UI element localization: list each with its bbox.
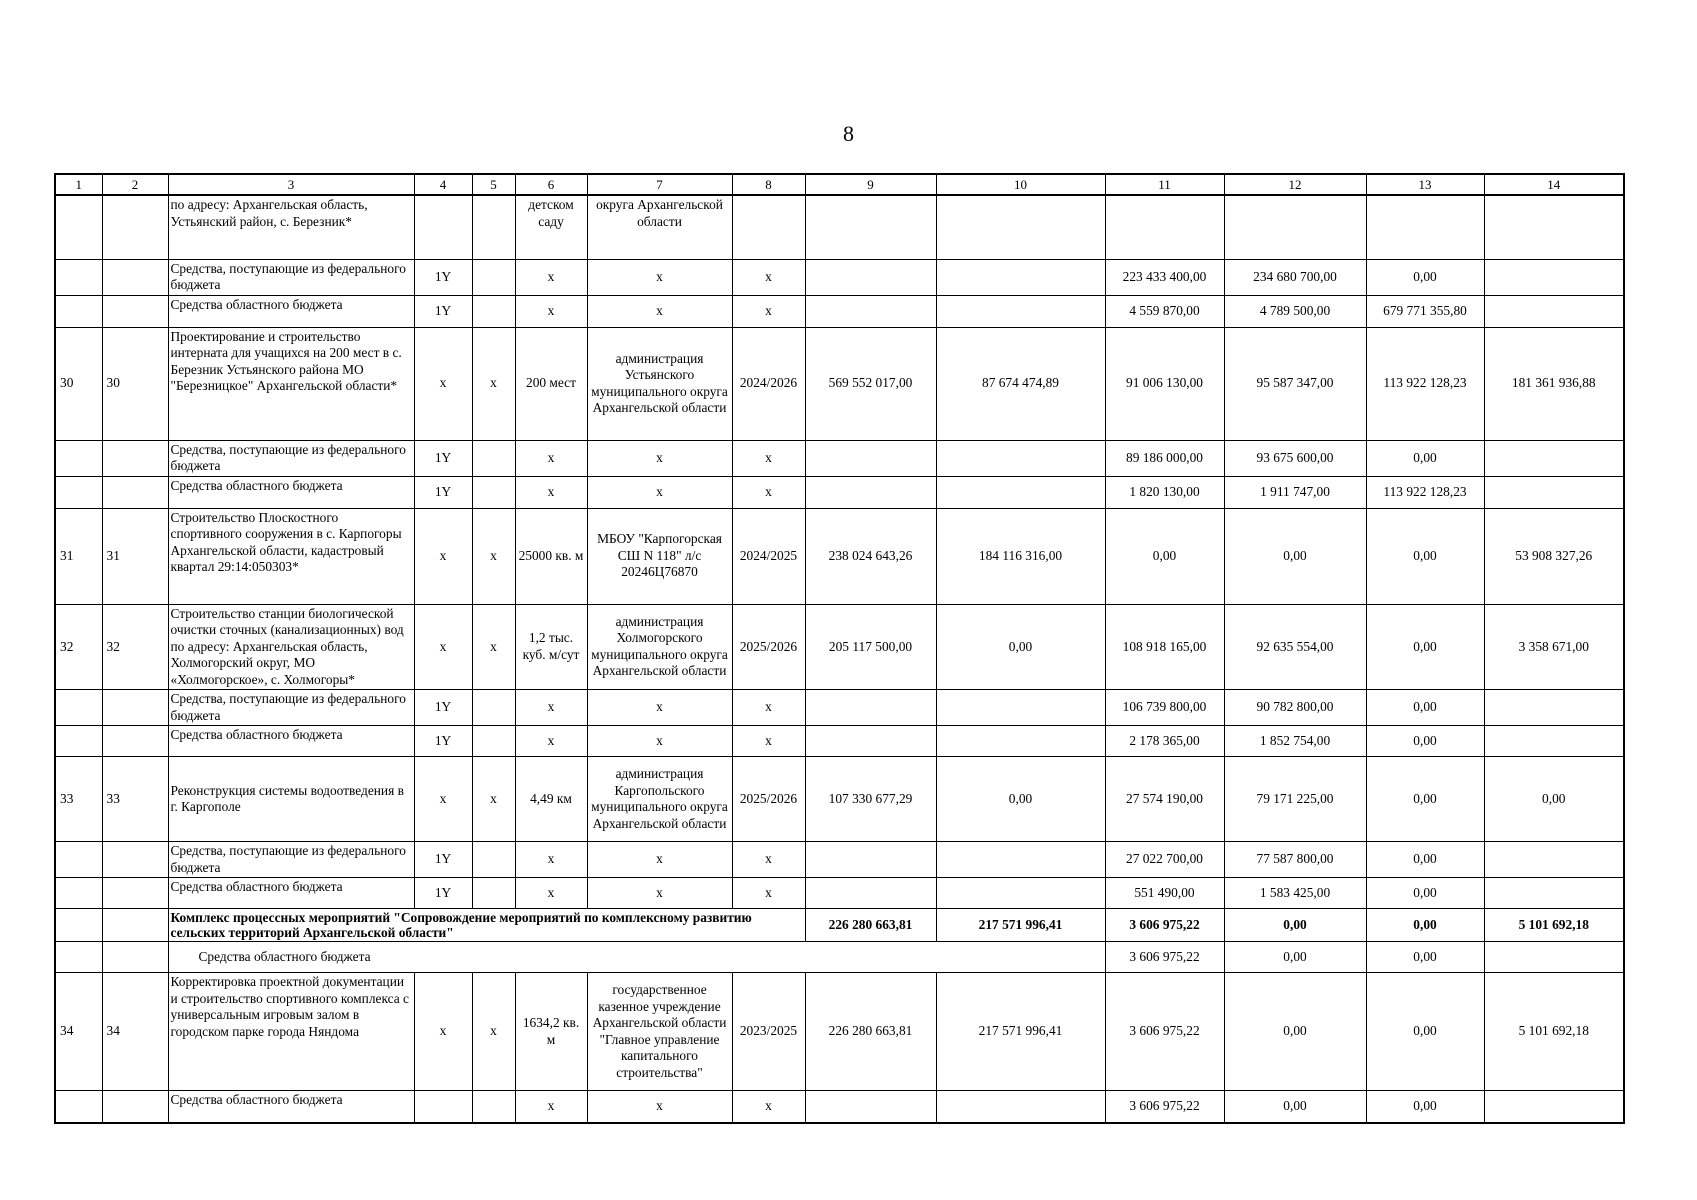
object-name: Строительство Плоскостного спортивного сооружения в с. Карпогоры Архангельской области, кадастровый квартал 29:14:050303*	[168, 508, 414, 604]
cell-col4: x	[414, 327, 472, 440]
customer: x	[587, 726, 732, 757]
cell-col10: 217 571 996,41	[936, 973, 1105, 1091]
table-row	[55, 476, 1624, 508]
funding-source: Средства, поступающие из федерального бюджета	[168, 440, 414, 476]
cell-col12: 77 587 800,00	[1224, 842, 1366, 878]
column-header: 13	[1366, 174, 1484, 195]
column-header: 14	[1484, 174, 1624, 195]
row-code	[102, 1091, 168, 1123]
column-header: 1	[55, 174, 102, 195]
period	[732, 195, 805, 259]
row-code	[102, 690, 168, 726]
column-header: 5	[472, 174, 515, 195]
cell-col14	[1484, 195, 1624, 259]
cell-col10: 184 116 316,00	[936, 508, 1105, 604]
cell-col4: 1Y	[414, 726, 472, 757]
capacity: 4,49 км	[515, 757, 587, 842]
cell-col10	[936, 1091, 1105, 1123]
cell-col13: 0,00	[1366, 757, 1484, 842]
capacity: x	[515, 690, 587, 726]
table-row	[55, 259, 1624, 295]
funding-source: Средства областного бюджета	[168, 942, 1105, 973]
cell-col4	[414, 195, 472, 259]
cell-col12: 0,00	[1224, 942, 1366, 973]
cell-col13: 0,00	[1366, 690, 1484, 726]
row-code: 34	[102, 973, 168, 1091]
cell-col12	[1224, 195, 1366, 259]
cell-col4: 1Y	[414, 690, 472, 726]
cell-col4: x	[414, 973, 472, 1091]
cell-col5	[472, 195, 515, 259]
cell-col11: 27 574 190,00	[1105, 757, 1224, 842]
row-number	[55, 942, 102, 973]
period: x	[732, 259, 805, 295]
cell-col12: 234 680 700,00	[1224, 259, 1366, 295]
cell-col11	[1105, 195, 1224, 259]
customer: округа Архангельской области	[587, 195, 732, 259]
cell-col12: 4 789 500,00	[1224, 295, 1366, 327]
row-code: 30	[102, 327, 168, 440]
column-header: 4	[414, 174, 472, 195]
cell-col14	[1484, 1091, 1624, 1123]
cell-col10	[936, 295, 1105, 327]
table-row	[55, 842, 1624, 878]
table-row	[55, 327, 1624, 440]
row-number	[55, 1091, 102, 1123]
cell-col14: 5 101 692,18	[1484, 973, 1624, 1091]
total-cost: 238 024 643,26	[805, 508, 936, 604]
total-cost: 226 280 663,81	[805, 909, 936, 942]
row-code: 32	[102, 604, 168, 690]
total-cost: 569 552 017,00	[805, 327, 936, 440]
row-number: 32	[55, 604, 102, 690]
capacity: x	[515, 440, 587, 476]
cell-col12: 1 852 754,00	[1224, 726, 1366, 757]
cell-col4	[414, 1091, 472, 1123]
column-header: 6	[515, 174, 587, 195]
capacity: x	[515, 842, 587, 878]
funding-source: Средства областного бюджета	[168, 878, 414, 909]
capacity: x	[515, 726, 587, 757]
row-code	[102, 195, 168, 259]
capacity: x	[515, 878, 587, 909]
cell-col12: 0,00	[1224, 1091, 1366, 1123]
cell-col13: 0,00	[1366, 1091, 1484, 1123]
cell-col10	[936, 195, 1105, 259]
row-code	[102, 942, 168, 973]
row-number	[55, 259, 102, 295]
cell-col10	[936, 842, 1105, 878]
cell-col5	[472, 690, 515, 726]
funding-source: Средства областного бюджета	[168, 476, 414, 508]
period: 2025/2026	[732, 604, 805, 690]
cell-col11: 0,00	[1105, 508, 1224, 604]
cell-col11: 223 433 400,00	[1105, 259, 1224, 295]
row-code	[102, 842, 168, 878]
row-code	[102, 259, 168, 295]
total-cost	[805, 1091, 936, 1123]
cell-col13	[1366, 195, 1484, 259]
cell-col12: 90 782 800,00	[1224, 690, 1366, 726]
row-code	[102, 476, 168, 508]
customer: x	[587, 842, 732, 878]
total-cost	[805, 259, 936, 295]
table-row	[55, 1091, 1624, 1123]
total-cost: 205 117 500,00	[805, 604, 936, 690]
table-row	[55, 440, 1624, 476]
period: 2024/2026	[732, 327, 805, 440]
capacity: x	[515, 295, 587, 327]
cell-col10	[936, 690, 1105, 726]
table-row	[55, 195, 1624, 259]
cell-col5: x	[472, 757, 515, 842]
cell-col12: 0,00	[1224, 508, 1366, 604]
cell-col5	[472, 878, 515, 909]
row-number	[55, 195, 102, 259]
cell-col12: 1 911 747,00	[1224, 476, 1366, 508]
total-cost	[805, 690, 936, 726]
cell-col13: 0,00	[1366, 440, 1484, 476]
customer: x	[587, 690, 732, 726]
cell-col13: 0,00	[1366, 878, 1484, 909]
column-header: 7	[587, 174, 732, 195]
row-number	[55, 909, 102, 942]
cell-col14	[1484, 726, 1624, 757]
cell-col10: 0,00	[936, 757, 1105, 842]
cell-col4: 1Y	[414, 878, 472, 909]
object-name: Проектирование и строительство интерната для учащихся на 200 мест в с. Березник Устьянского района МО "Березницкое" Архангельской области*	[168, 327, 414, 440]
table-row	[55, 973, 1624, 1091]
row-code	[102, 295, 168, 327]
cell-col11: 91 006 130,00	[1105, 327, 1224, 440]
capacity: x	[515, 476, 587, 508]
row-number	[55, 878, 102, 909]
cell-col12: 95 587 347,00	[1224, 327, 1366, 440]
customer: x	[587, 1091, 732, 1123]
capacity: 1634,2 кв. м	[515, 973, 587, 1091]
cell-col4: 1Y	[414, 440, 472, 476]
cell-col5	[472, 842, 515, 878]
customer: x	[587, 440, 732, 476]
row-number: 33	[55, 757, 102, 842]
total-cost	[805, 726, 936, 757]
cell-col14: 5 101 692,18	[1484, 909, 1624, 942]
customer: x	[587, 476, 732, 508]
funding-source: Средства, поступающие из федерального бюджета	[168, 259, 414, 295]
total-cost: 226 280 663,81	[805, 973, 936, 1091]
table-row	[55, 726, 1624, 757]
row-number	[55, 690, 102, 726]
table-row	[55, 508, 1624, 604]
row-code	[102, 726, 168, 757]
cell-col4: x	[414, 604, 472, 690]
cell-col10: 217 571 996,41	[936, 909, 1105, 942]
row-code: 31	[102, 508, 168, 604]
cell-col5	[472, 476, 515, 508]
object-name: Реконструкция системы водоотведения в г. Каргополе	[168, 757, 414, 842]
table-header-row	[55, 174, 1624, 195]
total-cost	[805, 195, 936, 259]
cell-col12: 1 583 425,00	[1224, 878, 1366, 909]
customer: МБОУ "Карпогорская СШ N 118" л/с 20246Ц76870	[587, 508, 732, 604]
table-row	[55, 690, 1624, 726]
period: x	[732, 690, 805, 726]
cell-col11: 551 490,00	[1105, 878, 1224, 909]
period: x	[732, 476, 805, 508]
table-row	[55, 757, 1624, 842]
cell-col4: x	[414, 508, 472, 604]
period: x	[732, 295, 805, 327]
total-cost	[805, 878, 936, 909]
section-title: Комплекс процессных мероприятий "Сопровождение мероприятий по комплексному развитию сельских территорий Архангельской области"	[168, 909, 805, 942]
customer: x	[587, 295, 732, 327]
customer: x	[587, 878, 732, 909]
row-number	[55, 842, 102, 878]
column-header: 9	[805, 174, 936, 195]
column-header: 8	[732, 174, 805, 195]
period: 2023/2025	[732, 973, 805, 1091]
cell-col10	[936, 440, 1105, 476]
section-total-row	[55, 909, 1624, 942]
cell-col10	[936, 259, 1105, 295]
cell-col11: 3 606 975,22	[1105, 1091, 1224, 1123]
customer: государственное казенное учреждение Архангельской области "Главное управление капитального строительства"	[587, 973, 732, 1091]
object-name: Корректировка проектной документации и строительство спортивного комплекса с универсальным игровым залом в городском парке города Няндома	[168, 973, 414, 1091]
cell-col10: 0,00	[936, 604, 1105, 690]
cell-col12: 0,00	[1224, 909, 1366, 942]
cell-col14	[1484, 440, 1624, 476]
cell-col5: x	[472, 508, 515, 604]
table-row	[55, 604, 1624, 690]
row-number: 34	[55, 973, 102, 1091]
period: x	[732, 726, 805, 757]
cell-col5	[472, 726, 515, 757]
capacity: x	[515, 259, 587, 295]
column-header: 10	[936, 174, 1105, 195]
cell-col14	[1484, 690, 1624, 726]
cell-col4: x	[414, 757, 472, 842]
row-code	[102, 440, 168, 476]
cell-col13: 0,00	[1366, 604, 1484, 690]
funding-source: Средства областного бюджета	[168, 295, 414, 327]
column-header: 2	[102, 174, 168, 195]
row-number	[55, 440, 102, 476]
row-number	[55, 476, 102, 508]
capacity: 1,2 тыс. куб. м/сут	[515, 604, 587, 690]
cell-col14: 53 908 327,26	[1484, 508, 1624, 604]
customer: x	[587, 259, 732, 295]
cell-col4: 1Y	[414, 295, 472, 327]
cell-col10: 87 674 474,89	[936, 327, 1105, 440]
cell-col12: 0,00	[1224, 973, 1366, 1091]
period: 2025/2026	[732, 757, 805, 842]
cell-col13: 0,00	[1366, 726, 1484, 757]
capacity: детском саду	[515, 195, 587, 259]
cell-col11: 3 606 975,22	[1105, 973, 1224, 1091]
cell-col14	[1484, 942, 1624, 973]
funding-source: Средства, поступающие из федерального бюджета	[168, 842, 414, 878]
cell-col14: 181 361 936,88	[1484, 327, 1624, 440]
cell-col10	[936, 726, 1105, 757]
total-cost	[805, 295, 936, 327]
cell-col14	[1484, 295, 1624, 327]
cell-col4: 1Y	[414, 476, 472, 508]
cell-col12: 92 635 554,00	[1224, 604, 1366, 690]
customer: администрация Каргопольского муниципального округа Архангельской области	[587, 757, 732, 842]
cell-col13: 0,00	[1366, 259, 1484, 295]
cell-col13: 113 922 128,23	[1366, 327, 1484, 440]
cell-col4: 1Y	[414, 842, 472, 878]
customer: администрация Устьянского муниципального округа Архангельской области	[587, 327, 732, 440]
cell-col5	[472, 440, 515, 476]
capacity: x	[515, 1091, 587, 1123]
cell-col13: 0,00	[1366, 942, 1484, 973]
period: x	[732, 878, 805, 909]
cell-col11: 27 022 700,00	[1105, 842, 1224, 878]
cell-col5	[472, 295, 515, 327]
cell-col13: 679 771 355,80	[1366, 295, 1484, 327]
cell-col13: 113 922 128,23	[1366, 476, 1484, 508]
row-code	[102, 909, 168, 942]
period: x	[732, 440, 805, 476]
cell-col11: 106 739 800,00	[1105, 690, 1224, 726]
customer: администрация Холмогорского муниципального округа Архангельской области	[587, 604, 732, 690]
cell-col13: 0,00	[1366, 842, 1484, 878]
table-row	[55, 295, 1624, 327]
column-header: 12	[1224, 174, 1366, 195]
cell-col13: 0,00	[1366, 973, 1484, 1091]
cell-col11: 2 178 365,00	[1105, 726, 1224, 757]
object-name: Строительство станции биологической очистки сточных (канализационных) вод по адресу: Архангельская область, Холмогорский округ, МО «Холмогорское», с. Холмогоры*	[168, 604, 414, 690]
funding-source: Средства областного бюджета	[168, 1091, 414, 1123]
cell-col14	[1484, 259, 1624, 295]
funding-source: Средства, поступающие из федерального бюджета	[168, 690, 414, 726]
page-number: 8	[843, 121, 854, 146]
column-header: 11	[1105, 174, 1224, 195]
budget-table	[54, 173, 1625, 1124]
row-number: 31	[55, 508, 102, 604]
cell-col5: x	[472, 604, 515, 690]
cell-col11: 89 186 000,00	[1105, 440, 1224, 476]
cell-col5: x	[472, 327, 515, 440]
object-name: по адресу: Архангельская область, Устьянский район, с. Березник*	[168, 195, 414, 259]
total-cost	[805, 440, 936, 476]
cell-col14: 0,00	[1484, 757, 1624, 842]
cell-col14	[1484, 842, 1624, 878]
cell-col5	[472, 259, 515, 295]
cell-col11: 108 918 165,00	[1105, 604, 1224, 690]
total-cost	[805, 476, 936, 508]
cell-col14: 3 358 671,00	[1484, 604, 1624, 690]
cell-col10	[936, 878, 1105, 909]
row-code: 33	[102, 757, 168, 842]
cell-col11: 4 559 870,00	[1105, 295, 1224, 327]
cell-col4: 1Y	[414, 259, 472, 295]
row-number: 30	[55, 327, 102, 440]
capacity: 200 мест	[515, 327, 587, 440]
row-number	[55, 726, 102, 757]
column-header: 3	[168, 174, 414, 195]
cell-col12: 79 171 225,00	[1224, 757, 1366, 842]
total-cost: 107 330 677,29	[805, 757, 936, 842]
capacity: 25000 кв. м	[515, 508, 587, 604]
period: x	[732, 1091, 805, 1123]
cell-col13: 0,00	[1366, 508, 1484, 604]
cell-col11: 3 606 975,22	[1105, 909, 1224, 942]
period: 2024/2025	[732, 508, 805, 604]
total-cost	[805, 842, 936, 878]
period: x	[732, 842, 805, 878]
cell-col5	[472, 1091, 515, 1123]
cell-col14	[1484, 476, 1624, 508]
cell-col13: 0,00	[1366, 909, 1484, 942]
cell-col12: 93 675 600,00	[1224, 440, 1366, 476]
cell-col14	[1484, 878, 1624, 909]
cell-col11: 1 820 130,00	[1105, 476, 1224, 508]
row-code	[102, 878, 168, 909]
funding-source: Средства областного бюджета	[168, 726, 414, 757]
cell-col11: 3 606 975,22	[1105, 942, 1224, 973]
table-row	[55, 942, 1624, 973]
table-row	[55, 878, 1624, 909]
cell-col10	[936, 476, 1105, 508]
row-number	[55, 295, 102, 327]
cell-col5: x	[472, 973, 515, 1091]
